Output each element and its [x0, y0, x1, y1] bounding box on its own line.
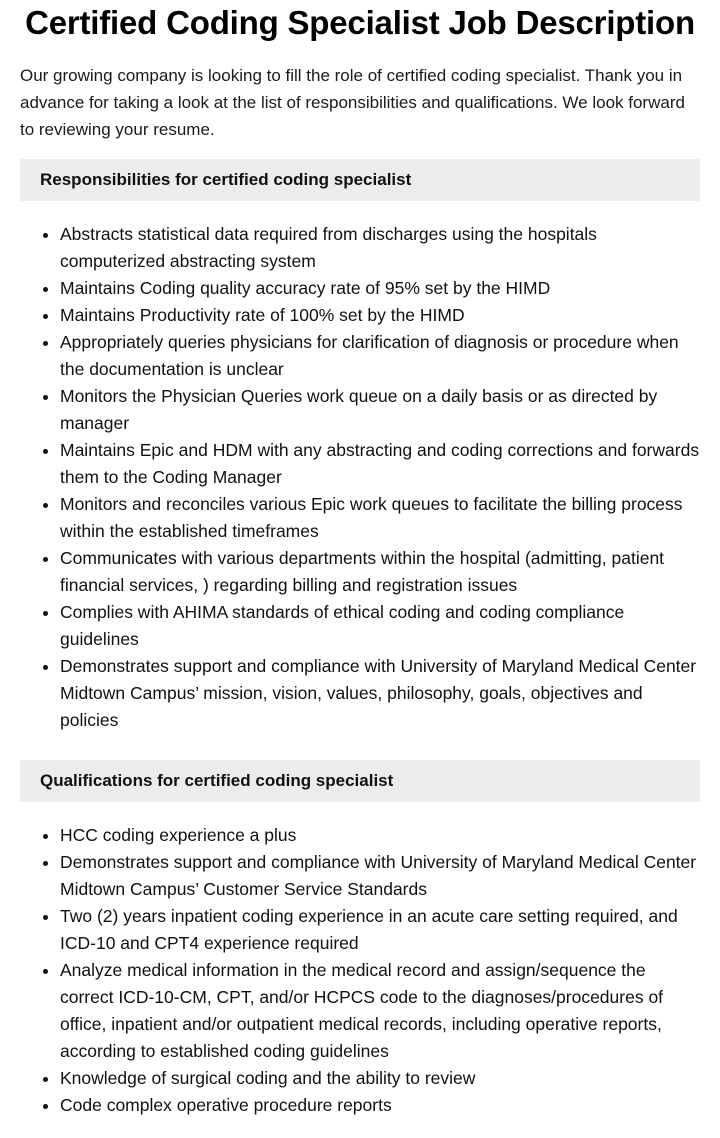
list-item: • Demonstrates support and compliance with University of Maryland Medical Center Midtown Campus’ mission, vision, values, philosophy, goals, objectives and policies [60, 653, 700, 734]
qualifications-list [20, 822, 700, 1119]
page-title: Certified Coding Specialist Job Description [25, 4, 695, 41]
list-item: • Knowledge of surgical coding and the ability to review [60, 1065, 700, 1092]
list-item: • Analyze medical information in the medical record and assign/sequence the correct ICD-10-CM, CPT, and/or HCPCS code to the diagnoses/procedures of office, inpatient and/or outpatient medical records, including operative reports, according to established coding guidelines [60, 957, 700, 1065]
list-item: • Maintains Epic and HDM with any abstracting and coding corrections and forwards them to the Coding Manager [60, 437, 700, 491]
qualifications-heading: Qualifications for certified coding specialist [20, 760, 700, 802]
list-item: • Code complex operative procedure reports [60, 1092, 700, 1119]
list-item: • Complies with AHIMA standards of ethical coding and coding compliance guidelines [60, 599, 700, 653]
list-item: • Maintains Coding quality accuracy rate of 95% set by the HIMD [60, 275, 700, 302]
list-item: • Maintains Productivity rate of 100% set by the HIMD [60, 302, 700, 329]
list-item: • Two (2) years inpatient coding experience in an acute care setting required, and ICD-10 and CPT4 experience required [60, 903, 700, 957]
responsibilities-heading: Responsibilities for certified coding specialist [20, 159, 700, 201]
list-item: • Monitors and reconciles various Epic work queues to facilitate the billing process within the established timeframes [60, 491, 700, 545]
intro-paragraph: Our growing company is looking to fill the role of certified coding specialist. Thank you in advance for taking a look at the list of responsibilities and qualifications. We look forward to reviewing your resume. [20, 66, 685, 139]
list-item: • Abstracts statistical data required from discharges using the hospitals computerized abstracting system [60, 221, 700, 275]
list-item: • Appropriately queries physicians for clarification of diagnosis or procedure when the documentation is unclear [60, 329, 700, 383]
list-item: • Communicates with various departments within the hospital (admitting, patient financial services, ) regarding billing and registration issues [60, 545, 700, 599]
list-item: • Monitors the Physician Queries work queue on a daily basis or as directed by manager [60, 383, 700, 437]
list-item: • HCC coding experience a plus [60, 822, 700, 849]
responsibilities-list [20, 221, 700, 734]
list-item: • Demonstrates support and compliance with University of Maryland Medical Center Midtown Campus’ Customer Service Standards [60, 849, 700, 903]
